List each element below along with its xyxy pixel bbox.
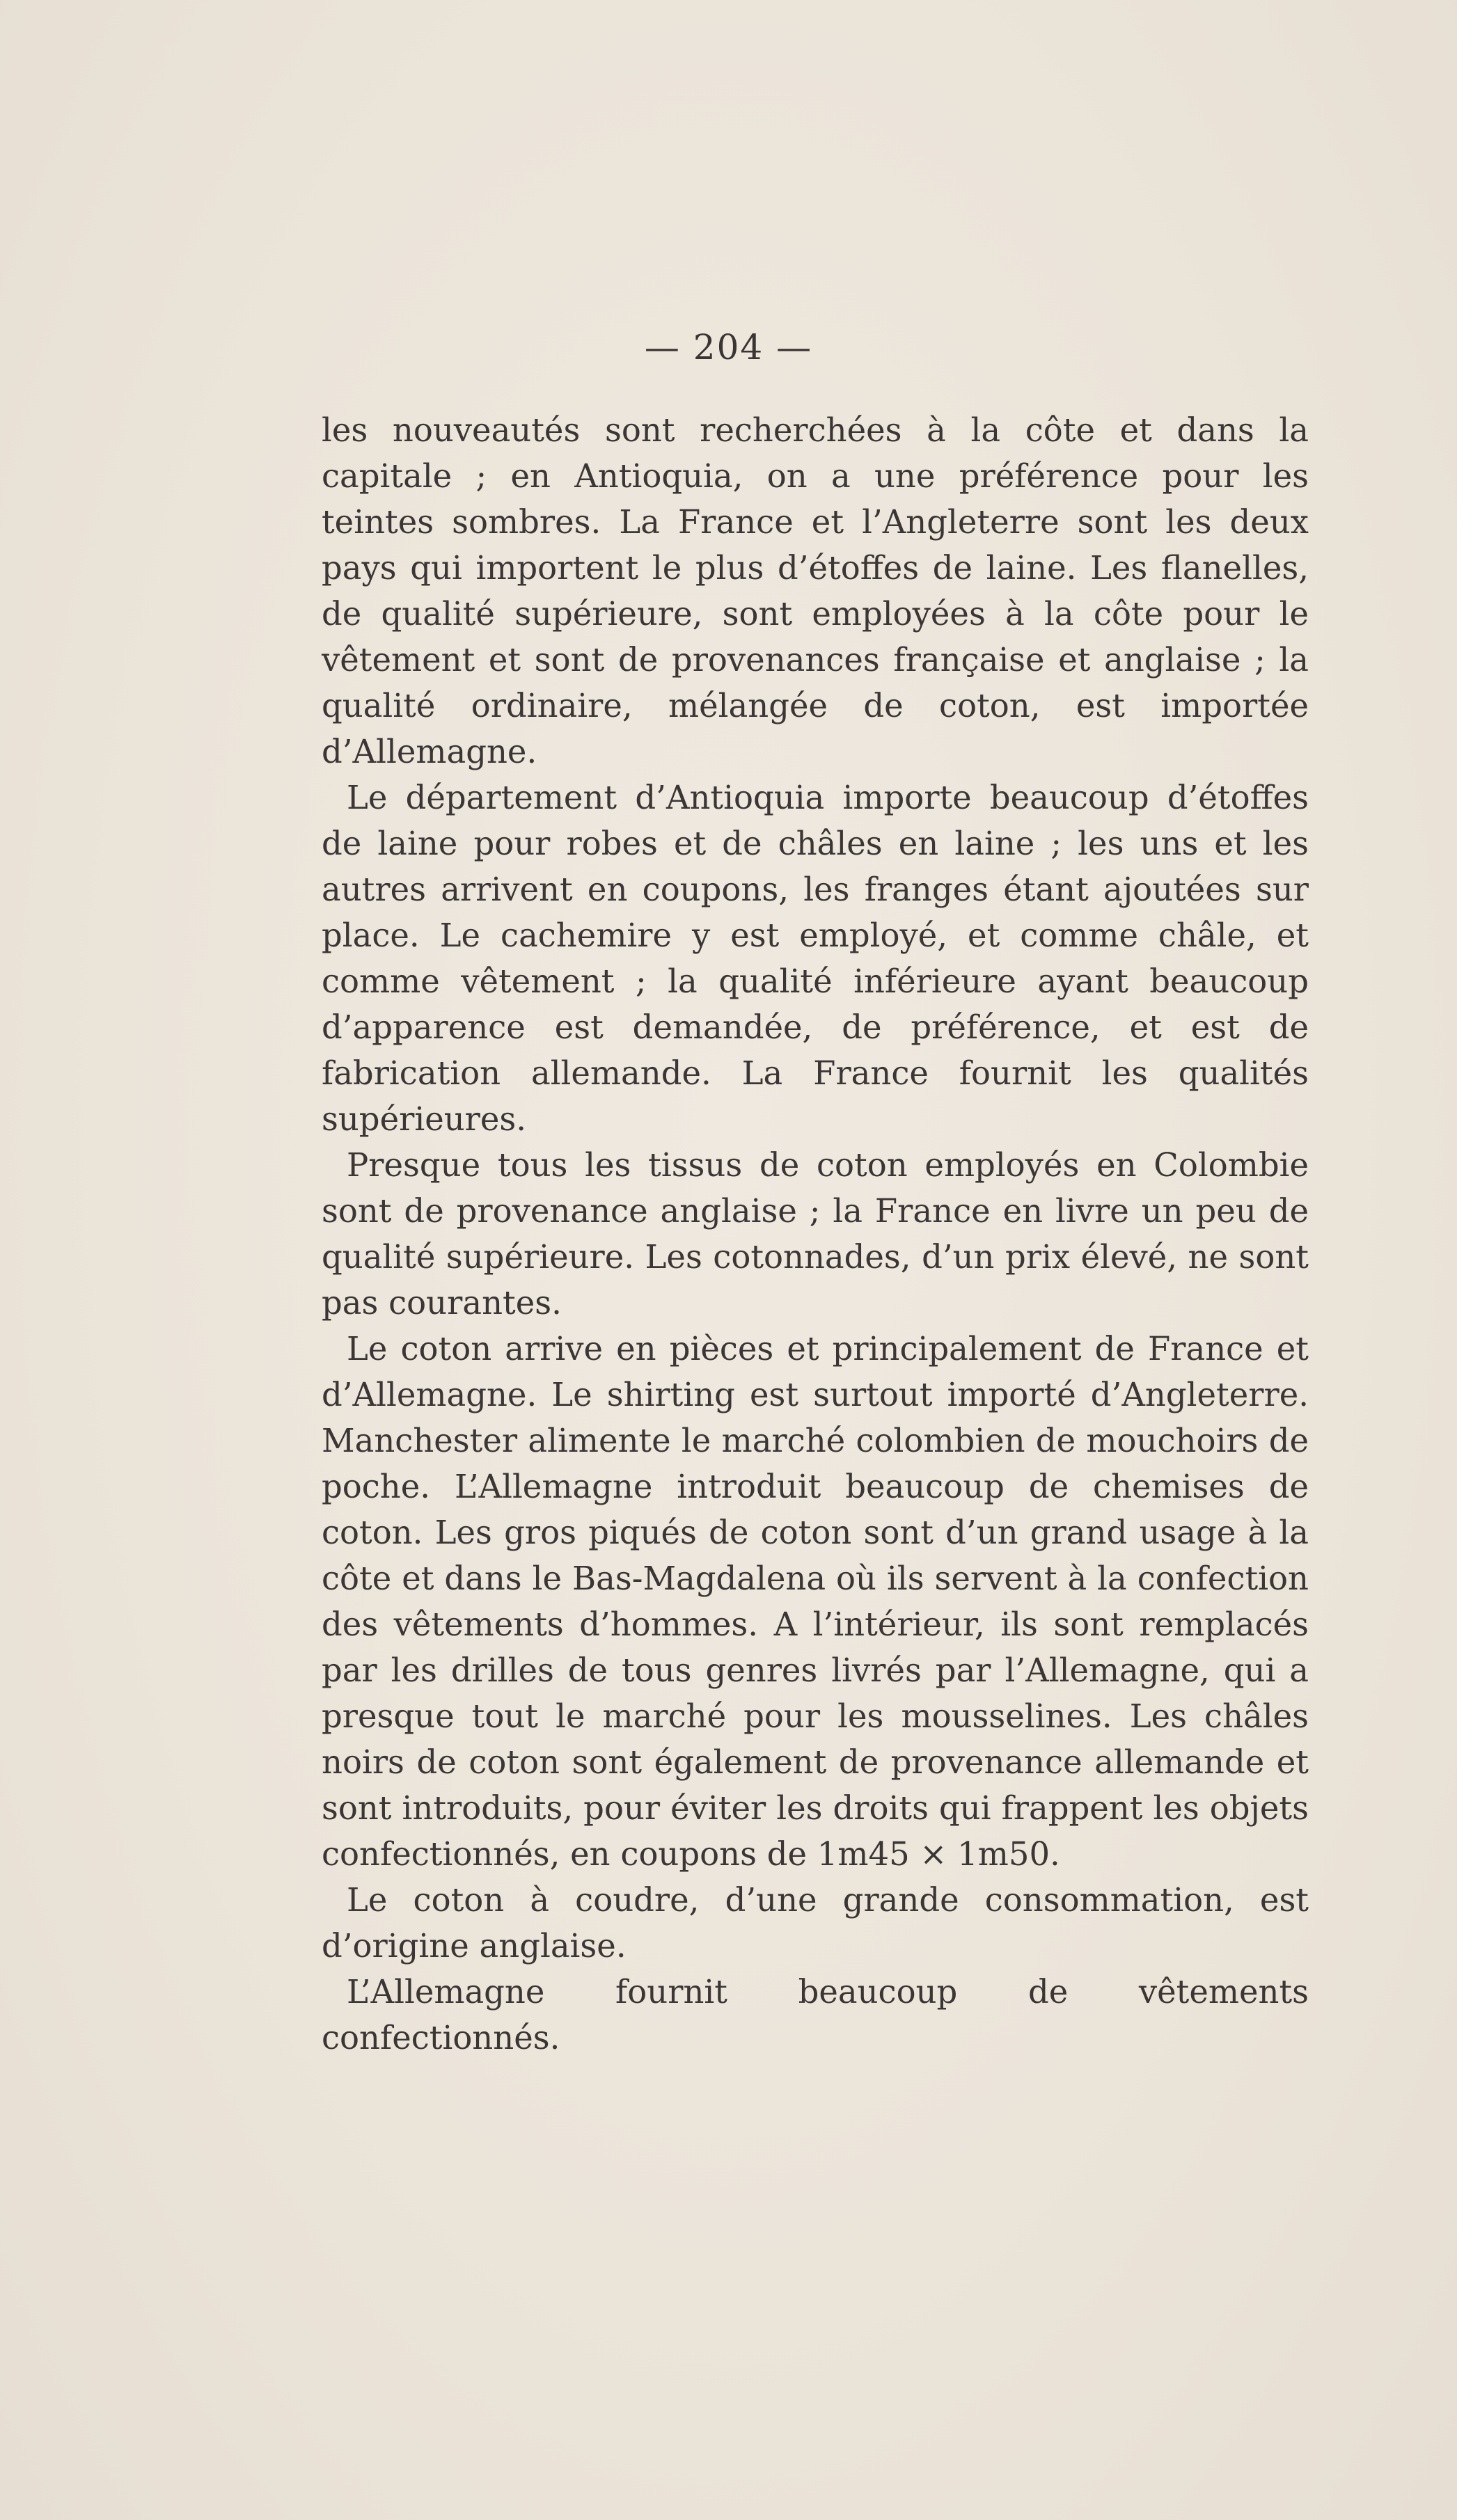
paragraph-3: Presque tous les tissus de coton employés en Colombie sont de provenance anglaise ; la France en livre un peu de qualité supérieure. Les cotonnades, d’un prix élevé, ne sont pas courantes.	[322, 1146, 1309, 1322]
paragraph-4: Le coton arrive en pièces et principalement de France et d’Allemagne. Le shirting est surtout importé d’Angleterre. Manchester alimente le marché colombien de mouchoirs de poche. L’Allemagne introduit beaucoup de chemises de coton. Les gros piqués de coton sont d’un grand usage à la côte et dans le Bas-Magdalena où ils servent à la confection des vêtements d’hommes. A l’intérieur, ils sont remplacés par les drilles de tous genres livrés par l’Allemagne, qui a presque tout le marché pour les mousselines. Les châles noirs de coton sont également de provenance allemande et sont introduits, pour éviter les droits qui frappent les objets confectionnés, en coupons de 1m45 × 1m50.	[322, 1330, 1309, 1873]
paragraph-2: Le département d’Antioquia importe beaucoup d’étoffes de laine pour robes et de châles en laine ; les uns et les autres arrivent en coupons, les franges étant ajoutées sur place. Le cachemire y est employé, et comme châle, et comme vêtement ; la qualité inférieure ayant beaucoup d’apparence est demandée, de préférence, et est de fabrication allemande. La France fournit les qualités supérieures.	[322, 779, 1309, 1138]
paragraph-6: L’Allemagne fournit beaucoup de vêtements confectionnés.	[322, 1973, 1309, 2057]
paragraph-1: les nouveautés sont recherchées à la côte et dans la capitale ; en Antioquia, on a une préférence pour les teintes sombres. La France et l’Angleterre sont les deux pays qui importent le plus d’étoffes de laine. Les flanelles, de qualité supérieure, sont employées à la côte pour le vêtement et sont de provenances française et anglaise ; la qualité ordinaire, mélangée de coton, est importée d’Allemagne.	[322, 411, 1309, 770]
body-text	[322, 407, 1309, 2061]
page-number: — 204 —	[644, 327, 813, 367]
paragraph-5: Le coton à coudre, d’une grande consommation, est d’origine anglaise.	[322, 1881, 1309, 1965]
